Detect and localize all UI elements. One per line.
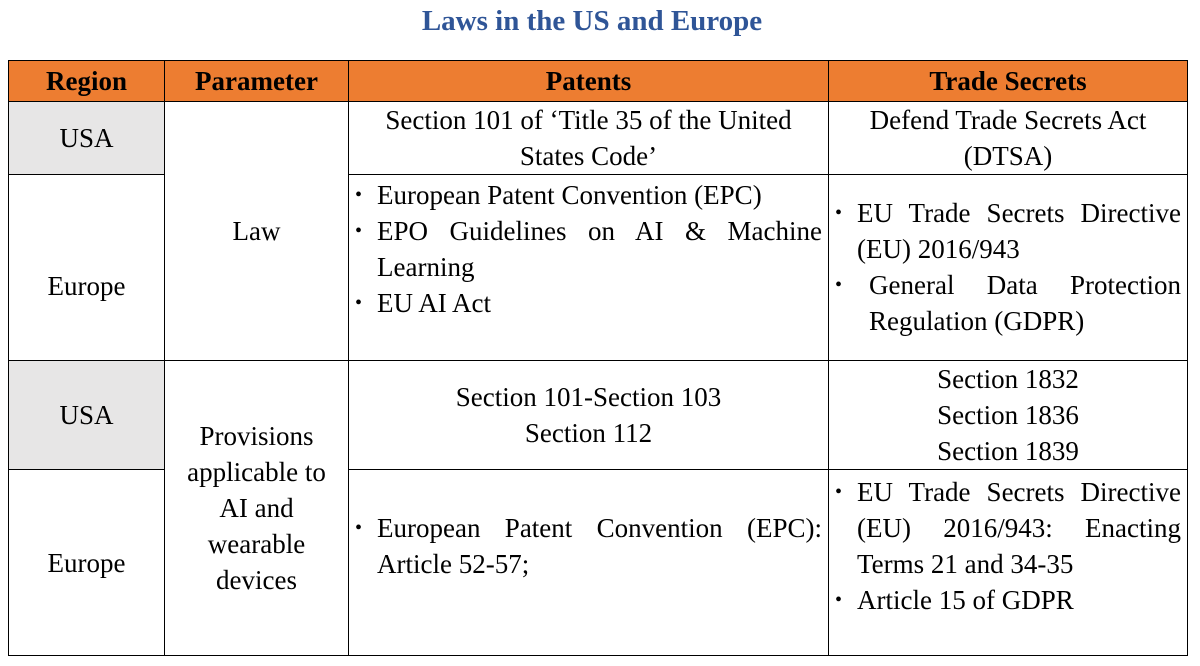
trade-secrets-line: Section 1839 bbox=[937, 436, 1079, 466]
list-item: • Article 15 of GDPR bbox=[835, 582, 1181, 618]
list-item: • European Patent Convention (EPC) bbox=[355, 177, 822, 213]
trade-secrets-line: Section 1836 bbox=[937, 400, 1079, 430]
list-item: • EU AI Act bbox=[355, 285, 822, 321]
patents-cell bbox=[349, 361, 829, 470]
bullet-icon: • bbox=[355, 184, 363, 206]
bullet-icon: • bbox=[835, 274, 843, 296]
region-cell: Europe bbox=[9, 175, 165, 361]
list-item: • EU Trade Secrets Directive (EU) 2016/943 bbox=[835, 195, 1181, 267]
patents-cell: Section 101 of ‘Title 35 of the United States Code’ bbox=[349, 102, 829, 175]
list-item: • EU Trade Secrets Directive (EU) 2016/943: Enacting Terms 21 and 34-35 bbox=[835, 474, 1181, 582]
patents-list bbox=[355, 177, 822, 321]
bullet-icon: • bbox=[355, 517, 363, 539]
bullet-icon: • bbox=[835, 202, 843, 224]
list-item: • General Data Protection Regulation (GDPR) bbox=[835, 267, 1181, 339]
region-cell: Europe bbox=[9, 470, 165, 656]
header-patents: Patents bbox=[349, 61, 829, 102]
bullet-icon: • bbox=[835, 589, 843, 611]
header-parameter: Parameter bbox=[165, 61, 349, 102]
patents-cell bbox=[349, 470, 829, 656]
list-item: • European Patent Convention (EPC): Article 52-57; bbox=[355, 510, 822, 582]
page-title: Laws in the US and Europe bbox=[421, 5, 763, 37]
bullet-icon: • bbox=[355, 292, 363, 314]
patents-cell bbox=[349, 175, 829, 361]
trade-secrets-cell: Defend Trade Secrets Act (DTSA) bbox=[829, 102, 1188, 175]
trade-secrets-list bbox=[835, 195, 1181, 339]
header-region: Region bbox=[9, 61, 165, 102]
table-header-row bbox=[9, 61, 1188, 102]
trade-secrets-line: Section 1832 bbox=[937, 364, 1079, 394]
table-row bbox=[9, 102, 1188, 175]
trade-secrets-cell bbox=[829, 470, 1188, 656]
bullet-icon: • bbox=[835, 481, 843, 503]
trade-secrets-list bbox=[835, 474, 1181, 618]
patents-list bbox=[355, 510, 822, 582]
region-cell: USA bbox=[9, 102, 165, 175]
list-item: • EPO Guidelines on AI & Machine Learning bbox=[355, 213, 822, 285]
trade-secrets-cell bbox=[829, 175, 1188, 361]
patents-line: Section 101-Section 103 bbox=[455, 382, 722, 412]
trade-secrets-cell bbox=[829, 361, 1188, 470]
patents-line: Section 112 bbox=[524, 418, 653, 448]
table-row bbox=[9, 361, 1188, 470]
laws-table bbox=[8, 60, 1188, 656]
region-cell: USA bbox=[9, 361, 165, 470]
bullet-icon: • bbox=[355, 220, 363, 242]
parameter-cell-provisions: Provisions applicable to AI and wearable devices bbox=[165, 361, 349, 656]
parameter-cell-law: Law bbox=[165, 102, 349, 361]
header-trade-secrets: Trade Secrets bbox=[829, 61, 1188, 102]
